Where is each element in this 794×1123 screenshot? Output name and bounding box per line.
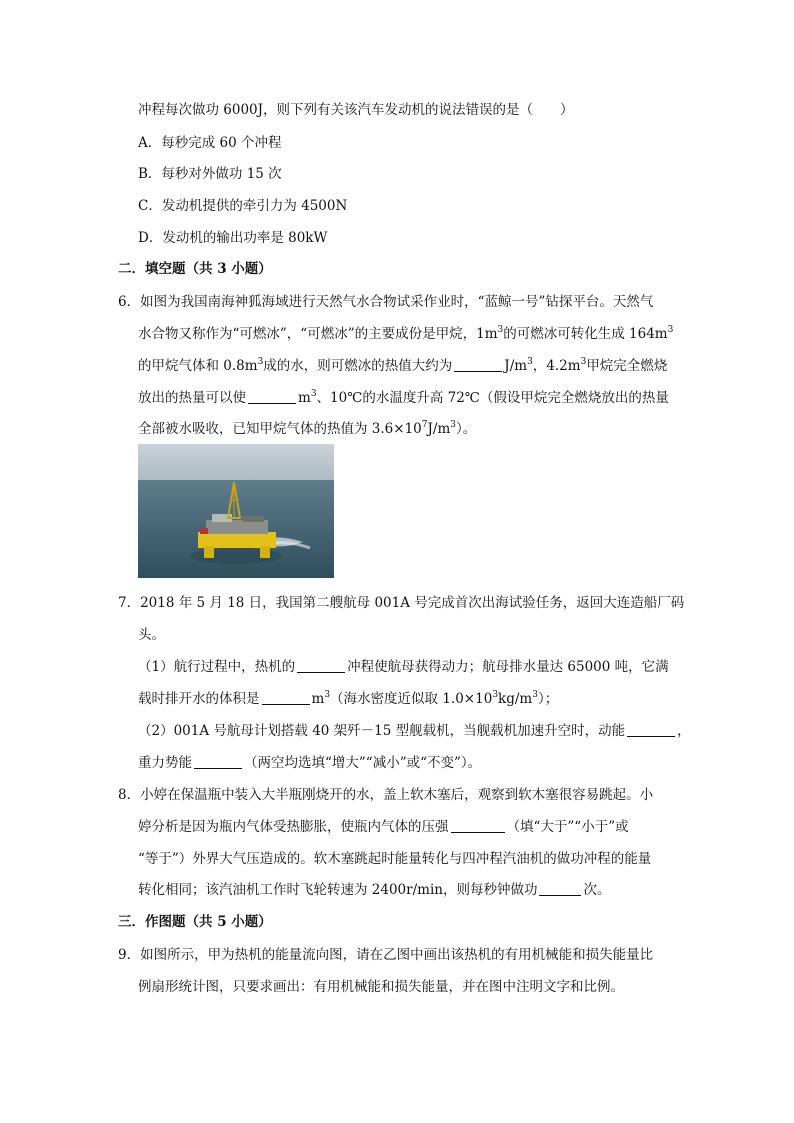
q9-line2: 例扇形统计图，只要求画出：有用机械能和损失能量，并在图中注明文字和比例。 bbox=[138, 979, 624, 995]
answer-blank[interactable] bbox=[248, 390, 296, 404]
q8-line2: 婷分析是因为瓶内气体受热膨胀，使瓶内气体的压强 （填“大于”“小于”或 bbox=[138, 819, 629, 835]
answer-blank[interactable] bbox=[194, 755, 242, 769]
q6-line3: 的甲烷气体和 $0.8m^3$成的水，则可燃冰的热值大约为 $J/m^3$，$4.2m^3$甲烷完全燃烧 bbox=[138, 357, 668, 374]
q6-line2: 水合物又称作为“可燃冰”，“可燃冰”的主要成份是甲烷，$1m^3$的可燃冰可转化生成 $164m^3$ bbox=[138, 325, 674, 342]
answer-blank[interactable] bbox=[262, 691, 310, 705]
q8-line1: 8．小婷在保温瓶中装入大半瓶刚烧开的水，盖上软木塞后，观察到软木塞很容易跳起。小 bbox=[118, 787, 654, 803]
answer-blank[interactable] bbox=[627, 723, 675, 737]
q7-line6: 重力势能 （两空均选填“增大”“减小”或“不变”）。 bbox=[138, 755, 482, 771]
q7-line4: 载时排开水的体积是 $m^3$（海水密度近似取 $1.0\times 10^3kg/m^3$）； bbox=[138, 690, 559, 707]
q5-option-a: A．每秒完成 60 个冲程 bbox=[138, 135, 282, 151]
answer-blank[interactable] bbox=[539, 882, 581, 896]
section-title-drawing: 三．作图题（共 5 小题） bbox=[118, 914, 272, 930]
drilling-platform-photo bbox=[138, 444, 334, 578]
q6-line5: 全部被水吸收，已知甲烷气体的热值为 $3.6\times 10^7J/m^3$）。 bbox=[138, 420, 477, 437]
q7-line3: （1）航行过程中，热机的 冲程使航母获得动力；航母排水量达 65000 吨，它满 bbox=[138, 659, 669, 675]
q7-line5: （2）001A 号航母计划搭载 40 架歼－15 型舰载机，当舰载机加速升空时，动能 ， bbox=[138, 723, 691, 739]
q8-line4: 转化相同；该汽油机工作时飞轮转速为 2400r/min，则每秒钟做功 次。 bbox=[138, 882, 611, 898]
q7-line1: 7．2018 年 5 月 18 日，我国第二艘航母 001A 号完成首次出海试验任务，返回大连造船厂码 bbox=[118, 595, 685, 611]
q8-line3: “等于”）外界大气压造成的。软木塞跳起时能量转化与四冲程汽油机的做功冲程的能量 bbox=[138, 851, 652, 867]
q6-line1: 6．如图为我国南海神狐海域进行天然气水合物试采作业时，“蓝鲸一号”钻探平台。天然气 bbox=[118, 294, 654, 310]
q9-line1: 9．如图所示，甲为热机的能量流向图，请在乙图中画出该热机的有用机械能和损失能量比 bbox=[118, 947, 654, 963]
q5-stem: 冲程每次做功 6000J，则下列有关该汽车发动机的说法错误的是（ ） bbox=[138, 102, 574, 118]
q5-option-c: C．发动机提供的牵引力为 4500N bbox=[138, 198, 348, 214]
answer-blank[interactable] bbox=[297, 659, 345, 673]
answer-blank[interactable] bbox=[454, 358, 502, 372]
q5-option-b: B．每秒对外做功 15 次 bbox=[138, 166, 282, 182]
answer-blank[interactable] bbox=[451, 819, 505, 833]
q7-line2: 头。 bbox=[138, 627, 165, 643]
q5-option-d: D．发动机的输出功率是 80kW bbox=[138, 230, 328, 246]
q6-line4: 放出的热量可以使 $m^3$、10℃的水温度升高 72℃（假设甲烷完全燃烧放出的热量 bbox=[138, 389, 669, 406]
section-title-fill-blank: 二．填空题（共 3 小题） bbox=[118, 261, 272, 277]
